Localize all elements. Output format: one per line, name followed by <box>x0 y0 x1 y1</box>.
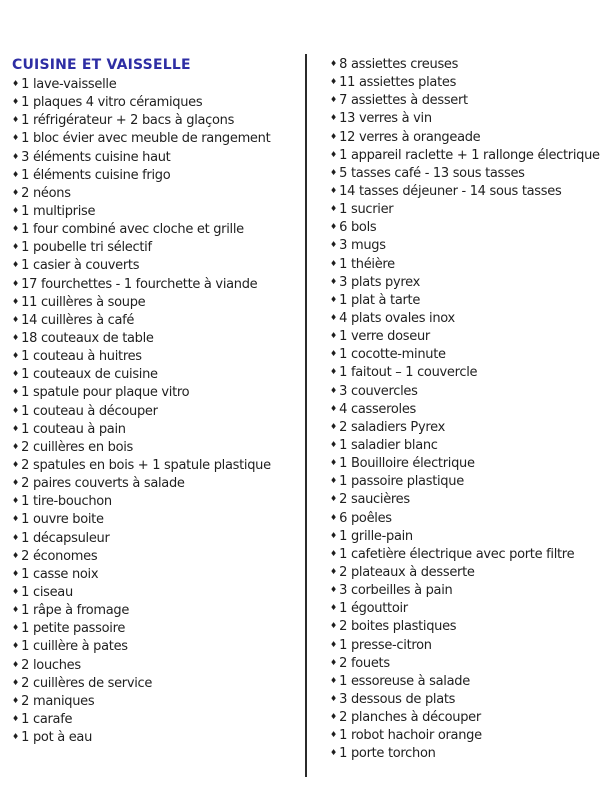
list-item <box>12 620 304 638</box>
list-item <box>330 727 602 745</box>
diamond-bullet-icon: ♦ <box>12 659 20 669</box>
list-item <box>12 421 304 439</box>
item-label: 1 saladier blanc <box>339 437 438 453</box>
left-column <box>12 56 304 747</box>
diamond-bullet-icon: ♦ <box>330 403 338 413</box>
item-label: 2 cuillères de service <box>21 675 153 691</box>
item-label: 1 plat à tarte <box>339 292 421 308</box>
item-label: 3 couvercles <box>339 383 418 399</box>
list-item <box>330 310 602 328</box>
diamond-bullet-icon: ♦ <box>330 458 338 468</box>
list-item <box>12 276 304 294</box>
item-label: 17 fourchettes - 1 fourchette à viande <box>21 276 258 292</box>
item-label: 2 planches à découper <box>339 710 481 726</box>
list-item <box>12 493 304 511</box>
item-label: 2 néons <box>21 185 71 201</box>
list-item <box>330 346 602 364</box>
diamond-bullet-icon: ♦ <box>12 332 20 342</box>
item-label: 1 théière <box>339 256 395 272</box>
item-label: 1 ciseau <box>21 584 73 600</box>
diamond-bullet-icon: ♦ <box>12 205 20 215</box>
list-item <box>12 149 304 167</box>
list-item <box>330 147 602 165</box>
list-item <box>330 56 602 74</box>
diamond-bullet-icon: ♦ <box>12 423 20 433</box>
diamond-bullet-icon: ♦ <box>330 77 338 87</box>
diamond-bullet-icon: ♦ <box>330 639 338 649</box>
item-label: 2 cuillères en bois <box>21 439 134 455</box>
diamond-bullet-icon: ♦ <box>330 693 338 703</box>
left-column-list <box>12 76 304 747</box>
item-label: 1 cuillère à pates <box>21 639 128 655</box>
list-item <box>330 219 602 237</box>
diamond-bullet-icon: ♦ <box>12 568 20 578</box>
diamond-bullet-icon: ♦ <box>330 621 338 631</box>
list-item <box>12 729 304 747</box>
list-item <box>330 600 602 618</box>
item-label: 2 boites plastiques <box>339 619 457 635</box>
item-label: 1 poubelle tri sélectif <box>21 240 152 256</box>
list-item <box>12 675 304 693</box>
list-item <box>330 274 602 292</box>
list-item <box>12 548 304 566</box>
right-column-list <box>330 56 602 763</box>
item-label: 1 bloc évier avec meuble de rangement <box>21 131 271 147</box>
item-label: 1 porte torchon <box>339 746 436 762</box>
list-item <box>330 655 602 673</box>
diamond-bullet-icon: ♦ <box>12 115 20 125</box>
list-item <box>330 455 602 473</box>
diamond-bullet-icon: ♦ <box>330 530 338 540</box>
item-label: 1 cafetière électrique avec porte filtre <box>339 546 575 562</box>
list-item <box>330 745 602 763</box>
list-item <box>330 673 602 691</box>
item-label: 4 plats ovales inox <box>339 310 455 326</box>
list-item <box>330 691 602 709</box>
diamond-bullet-icon: ♦ <box>12 605 20 615</box>
diamond-bullet-icon: ♦ <box>12 224 20 234</box>
item-label: 1 ouvre boite <box>21 512 104 528</box>
list-item <box>330 637 602 655</box>
list-item <box>330 709 602 727</box>
list-item <box>12 693 304 711</box>
item-label: 1 couteaux de cuisine <box>21 367 158 383</box>
diamond-bullet-icon: ♦ <box>12 459 20 469</box>
item-label: 2 saladiers Pyrex <box>339 419 445 435</box>
diamond-bullet-icon: ♦ <box>330 222 338 232</box>
list-item <box>12 203 304 221</box>
diamond-bullet-icon: ♦ <box>330 730 338 740</box>
item-label: 1 couteau à pain <box>21 421 126 437</box>
list-item <box>330 510 602 528</box>
list-item <box>330 201 602 219</box>
list-item <box>12 221 304 239</box>
item-label: 14 tasses déjeuner - 14 sous tasses <box>339 183 562 199</box>
diamond-bullet-icon: ♦ <box>330 276 338 286</box>
list-item <box>12 657 304 675</box>
diamond-bullet-icon: ♦ <box>330 167 338 177</box>
list-item <box>330 419 602 437</box>
item-label: 3 mugs <box>339 238 386 254</box>
list-item <box>12 457 304 475</box>
item-label: 1 four combiné avec cloche et grille <box>21 222 244 238</box>
diamond-bullet-icon: ♦ <box>330 494 338 504</box>
diamond-bullet-icon: ♦ <box>12 79 20 88</box>
diamond-bullet-icon: ♦ <box>330 113 338 123</box>
item-label: 12 verres à orangeade <box>339 129 481 145</box>
diamond-bullet-icon: ♦ <box>12 242 20 252</box>
diamond-bullet-icon: ♦ <box>12 496 20 506</box>
diamond-bullet-icon: ♦ <box>12 586 20 596</box>
list-item <box>330 383 602 401</box>
item-label: 11 cuillères à soupe <box>21 294 146 310</box>
diamond-bullet-icon: ♦ <box>12 351 20 361</box>
list-item <box>12 348 304 366</box>
list-item <box>12 366 304 384</box>
list-item <box>330 256 602 274</box>
diamond-bullet-icon: ♦ <box>330 204 338 214</box>
item-label: 1 verre doseur <box>339 329 430 345</box>
diamond-bullet-icon: ♦ <box>330 59 338 68</box>
list-item <box>12 530 304 548</box>
diamond-bullet-icon: ♦ <box>330 385 338 395</box>
item-label: 1 essoreuse à salade <box>339 673 470 689</box>
list-item <box>12 475 304 493</box>
list-item <box>12 167 304 185</box>
item-label: 3 dessous de plats <box>339 691 456 707</box>
list-item <box>330 564 602 582</box>
diamond-bullet-icon: ♦ <box>330 240 338 250</box>
diamond-bullet-icon: ♦ <box>330 349 338 359</box>
item-label: 4 casseroles <box>339 401 417 417</box>
list-item <box>12 566 304 584</box>
list-item <box>12 439 304 457</box>
list-item <box>12 511 304 529</box>
diamond-bullet-icon: ♦ <box>12 441 20 451</box>
item-label: 3 éléments cuisine haut <box>21 149 171 165</box>
item-label: 2 maniques <box>21 693 95 709</box>
item-label: 3 corbeilles à pain <box>339 583 453 599</box>
item-label: 1 presse-citron <box>339 637 432 653</box>
diamond-bullet-icon: ♦ <box>12 550 20 560</box>
item-label: 1 carafe <box>21 711 73 727</box>
item-label: 1 passoire plastique <box>339 474 464 490</box>
item-label: 1 réfrigérateur + 2 bacs à glaçons <box>21 113 235 129</box>
diamond-bullet-icon: ♦ <box>12 405 20 415</box>
list-item <box>12 94 304 112</box>
item-label: 6 bols <box>339 220 377 236</box>
list-item <box>12 638 304 656</box>
list-item <box>330 292 602 310</box>
item-label: 1 lave-vaisselle <box>21 77 117 92</box>
diamond-bullet-icon: ♦ <box>330 439 338 449</box>
diamond-bullet-icon: ♦ <box>330 603 338 613</box>
diamond-bullet-icon: ♦ <box>330 367 338 377</box>
item-label: 2 louches <box>21 657 81 673</box>
item-label: 2 spatules en bois + 1 spatule plastique <box>21 457 271 473</box>
list-item <box>330 437 602 455</box>
item-label: 1 spatule pour plaque vitro <box>21 385 190 401</box>
item-label: 1 couteau à découper <box>21 403 158 419</box>
diamond-bullet-icon: ♦ <box>330 258 338 268</box>
diamond-bullet-icon: ♦ <box>12 713 20 723</box>
list-item <box>12 239 304 257</box>
item-label: 2 plateaux à desserte <box>339 564 475 580</box>
item-label: 1 éléments cuisine frigo <box>21 167 171 183</box>
list-item <box>330 582 602 600</box>
diamond-bullet-icon: ♦ <box>12 97 20 107</box>
diamond-bullet-icon: ♦ <box>12 260 20 270</box>
diamond-bullet-icon: ♦ <box>330 331 338 341</box>
diamond-bullet-icon: ♦ <box>12 695 20 705</box>
item-label: 1 appareil raclette + 1 rallonge électrique <box>339 147 600 163</box>
diamond-bullet-icon: ♦ <box>12 133 20 143</box>
list-item <box>330 546 602 564</box>
item-label: 1 casse noix <box>21 566 99 582</box>
list-item <box>12 294 304 312</box>
list-item <box>12 384 304 402</box>
list-item <box>12 257 304 275</box>
diamond-bullet-icon: ♦ <box>12 478 20 488</box>
item-label: 18 couteaux de table <box>21 330 154 346</box>
list-item <box>330 110 602 128</box>
list-item <box>330 364 602 382</box>
diamond-bullet-icon: ♦ <box>330 312 338 322</box>
diamond-bullet-icon: ♦ <box>330 712 338 722</box>
item-label: 1 Bouilloire électrique <box>339 456 475 472</box>
list-item <box>12 330 304 348</box>
list-item <box>330 129 602 147</box>
diamond-bullet-icon: ♦ <box>330 548 338 558</box>
diamond-bullet-icon: ♦ <box>12 623 20 633</box>
list-item <box>330 183 602 201</box>
item-label: 6 poêles <box>339 510 392 526</box>
item-label: 1 tire-bouchon <box>21 494 112 510</box>
item-label: 2 paires couverts à salade <box>21 476 185 492</box>
diamond-bullet-icon: ♦ <box>330 131 338 141</box>
list-item <box>330 328 602 346</box>
item-label: 11 assiettes plates <box>339 75 457 91</box>
diamond-bullet-icon: ♦ <box>12 732 20 742</box>
item-label: 13 verres à vin <box>339 111 432 127</box>
column-divider <box>305 54 307 777</box>
item-label: 1 pot à eau <box>21 730 93 746</box>
item-label: 1 grille-pain <box>339 528 413 544</box>
item-label: 2 saucières <box>339 492 410 508</box>
diamond-bullet-icon: ♦ <box>330 748 338 758</box>
list-item <box>12 711 304 729</box>
item-label: 1 petite passoire <box>21 621 126 637</box>
diamond-bullet-icon: ♦ <box>12 532 20 542</box>
diamond-bullet-icon: ♦ <box>330 566 338 576</box>
diamond-bullet-icon: ♦ <box>330 294 338 304</box>
diamond-bullet-icon: ♦ <box>330 149 338 159</box>
list-item <box>12 76 304 94</box>
diamond-bullet-icon: ♦ <box>330 512 338 522</box>
list-item <box>12 112 304 130</box>
diamond-bullet-icon: ♦ <box>330 95 338 105</box>
diamond-bullet-icon: ♦ <box>12 677 20 687</box>
diamond-bullet-icon: ♦ <box>12 314 20 324</box>
item-label: 1 cocotte-minute <box>339 347 446 363</box>
list-item <box>330 237 602 255</box>
item-label: 1 râpe à fromage <box>21 603 130 619</box>
diamond-bullet-icon: ♦ <box>12 514 20 524</box>
list-item <box>330 401 602 419</box>
item-label: 1 couteau à huitres <box>21 349 142 365</box>
diamond-bullet-icon: ♦ <box>12 151 20 161</box>
item-label: 1 plaques 4 vitro céramiques <box>21 95 203 111</box>
list-item <box>330 92 602 110</box>
right-column <box>330 56 602 763</box>
diamond-bullet-icon: ♦ <box>12 187 20 197</box>
item-label: 14 cuillères à café <box>21 312 135 328</box>
list-item <box>12 584 304 602</box>
list-item <box>12 403 304 421</box>
list-item <box>330 74 602 92</box>
item-label: 2 fouets <box>339 655 390 671</box>
page-title: CUISINE ET VAISSELLE <box>12 57 191 73</box>
list-item <box>330 528 602 546</box>
diamond-bullet-icon: ♦ <box>12 641 20 651</box>
item-label: 3 plats pyrex <box>339 274 420 290</box>
item-label: 1 faitout – 1 couvercle <box>339 365 478 381</box>
diamond-bullet-icon: ♦ <box>12 369 20 379</box>
item-label: 1 robot hachoir orange <box>339 728 482 744</box>
diamond-bullet-icon: ♦ <box>330 421 338 431</box>
item-label: 5 tasses café - 13 sous tasses <box>339 165 525 181</box>
item-label: 1 casier à couverts <box>21 258 140 274</box>
diamond-bullet-icon: ♦ <box>12 169 20 179</box>
item-label: 1 multiprise <box>21 203 96 219</box>
list-item <box>330 473 602 491</box>
diamond-bullet-icon: ♦ <box>330 675 338 685</box>
item-label: 8 assiettes creuses <box>339 57 459 72</box>
item-label: 2 économes <box>21 548 98 564</box>
list-item <box>12 602 304 620</box>
diamond-bullet-icon: ♦ <box>330 585 338 595</box>
list-item <box>12 185 304 203</box>
list-item <box>12 312 304 330</box>
diamond-bullet-icon: ♦ <box>330 657 338 667</box>
list-item <box>12 130 304 148</box>
diamond-bullet-icon: ♦ <box>330 185 338 195</box>
list-item <box>330 618 602 636</box>
list-item <box>330 491 602 509</box>
item-label: 1 égouttoir <box>339 601 408 617</box>
item-label: 7 assiettes à dessert <box>339 93 468 109</box>
list-item <box>330 165 602 183</box>
item-label: 1 décapsuleur <box>21 530 110 546</box>
diamond-bullet-icon: ♦ <box>330 476 338 486</box>
diamond-bullet-icon: ♦ <box>12 278 20 288</box>
item-label: 1 sucrier <box>339 202 394 218</box>
diamond-bullet-icon: ♦ <box>12 387 20 397</box>
diamond-bullet-icon: ♦ <box>12 296 20 306</box>
